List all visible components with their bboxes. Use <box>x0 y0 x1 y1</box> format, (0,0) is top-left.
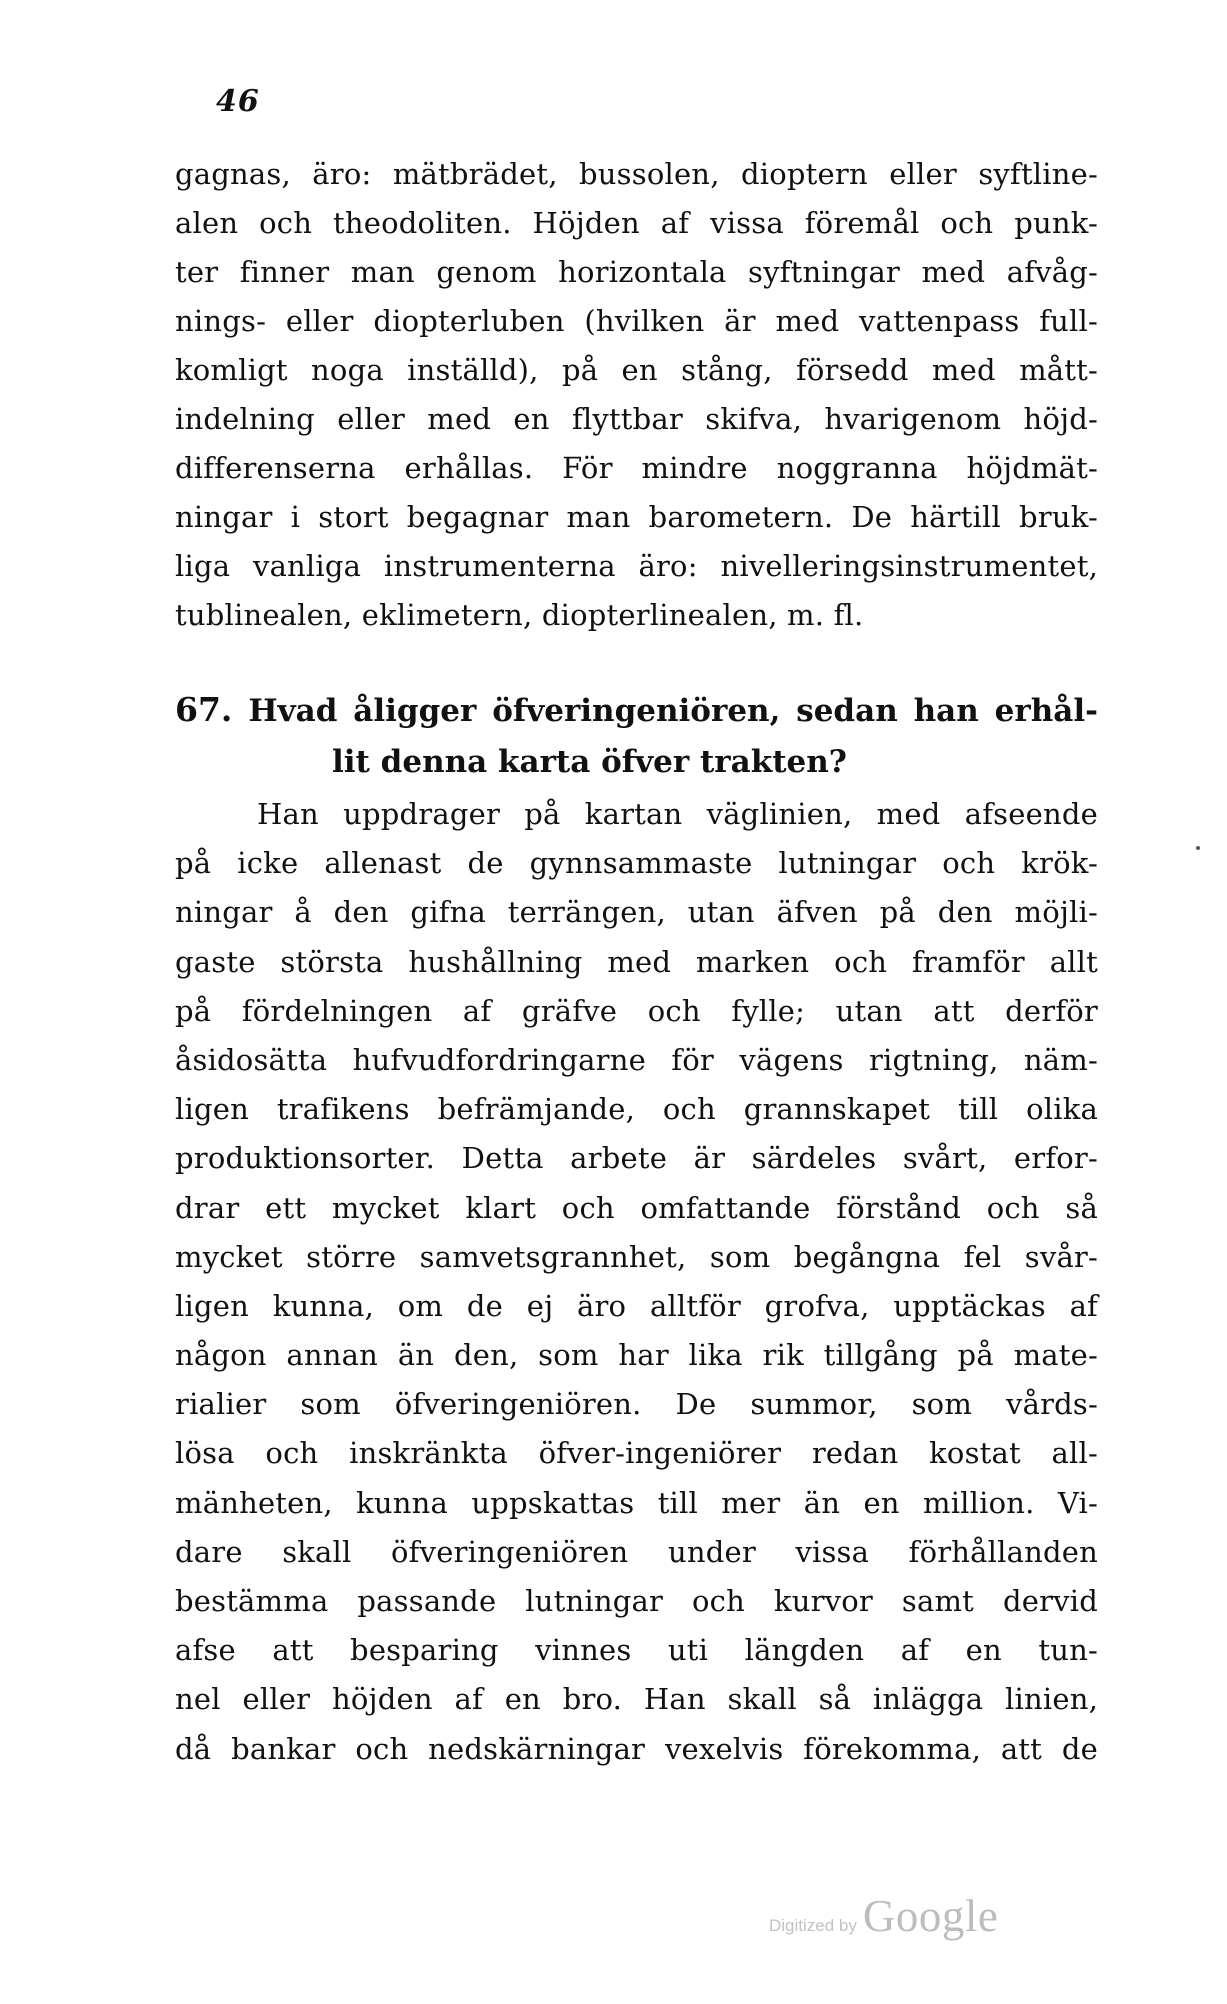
text-line: ningar i stort begagnar man barometern. De härtill bruk- <box>175 500 1098 534</box>
section-number: 67. <box>175 690 233 729</box>
text-line: drar ett mycket klart och omfattande förstånd och så <box>175 1190 1098 1225</box>
text-line: produktionsorter. Detta arbete är särdeles svårt, erfor- <box>175 1141 1098 1176</box>
text-line: dare skall öfveringeniören under vissa förhållanden <box>175 1534 1098 1569</box>
text-line: då bankar och nedskärningar vexelvis förekomma, att de <box>175 1731 1098 1766</box>
watermark-prefix: Digitized by <box>769 1916 857 1935</box>
text-line: rialier som öfveringeniören. De summor, som vårds- <box>175 1387 1098 1422</box>
text-line: afse att besparing vinnes uti längden af en tun- <box>175 1633 1098 1668</box>
page-number: 46 <box>216 84 260 119</box>
text-line: differenserna erhållas. För mindre noggranna höjdmät- <box>175 451 1098 485</box>
text-line: tublinealen, eklimetern, diopterlinealen, m. fl. <box>175 598 864 632</box>
text-line: nings- eller diopterluben (hvilken är med vattenpass full- <box>175 304 1098 338</box>
scan-speck <box>1196 846 1200 850</box>
text-line: gagnas, äro: mätbrädet, bussolen, dioptern eller syftline- <box>175 157 1098 191</box>
text-line: alen och theodoliten. Höjden af vissa föremål och punk- <box>175 206 1098 240</box>
text-line: nel eller höjden af en bro. Han skall så inlägga linien, <box>175 1682 1098 1717</box>
text-line: komligt noga inställd), på en stång, försedd med mått- <box>175 353 1098 387</box>
text-line: gaste största hushållning med marken och framför allt <box>175 944 1098 979</box>
text-line: indelning eller med en flyttbar skifva, hvarigenom höjd- <box>175 402 1098 436</box>
text-line: liga vanliga instrumenterna äro: nivelleringsinstrumentet, <box>175 549 1098 583</box>
google-logo: Google <box>862 1891 999 1941</box>
paragraph-answer <box>175 790 1098 1774</box>
text-line: ligen trafikens befrämjande, och grannskapet till olika <box>175 1092 1098 1127</box>
text-line: bestämma passande lutningar och kurvor samt dervid <box>175 1584 1098 1618</box>
heading-line <box>175 684 1098 736</box>
text-line: lösa och inskränkta öfver-ingeniörer redan kostat all- <box>175 1436 1098 1471</box>
text-line: på fördelningen af gräfve och fylle; utan att derför <box>175 993 1098 1028</box>
text-line: Han uppdrager på kartan väglinien, med afseende <box>257 797 1098 831</box>
text-line: ligen kunna, om de ej äro alltför grofva, upptäckas af <box>175 1288 1098 1323</box>
digitized-watermark <box>769 1890 998 1942</box>
paragraph-instruments <box>175 150 1098 640</box>
text-line: på icke allenast de gynnsammaste lutningar och krök- <box>175 846 1098 881</box>
text-line: åsidosätta hufvudfordringarne för vägens rigtning, näm- <box>175 1042 1098 1077</box>
text-line: mänheten, kunna uppskattas till mer än en million. Vi- <box>175 1485 1098 1520</box>
text-line: mycket större samvetsgrannhet, som begångna fel svår- <box>175 1239 1098 1274</box>
text-line: någon annan än den, som har lika rik tillgång på mate- <box>175 1338 1098 1373</box>
heading-line: lit denna karta öfver trakten? <box>332 744 847 780</box>
section-heading <box>175 684 1098 788</box>
heading-text: Hvad åligger öfveringeniören, sedan han erhål- <box>248 693 1098 729</box>
text-line: ningar å den gifna terrängen, utan äfven på den möjli- <box>175 895 1098 930</box>
text-line: ter finner man genom horizontala syftningar med afvåg- <box>175 255 1098 289</box>
